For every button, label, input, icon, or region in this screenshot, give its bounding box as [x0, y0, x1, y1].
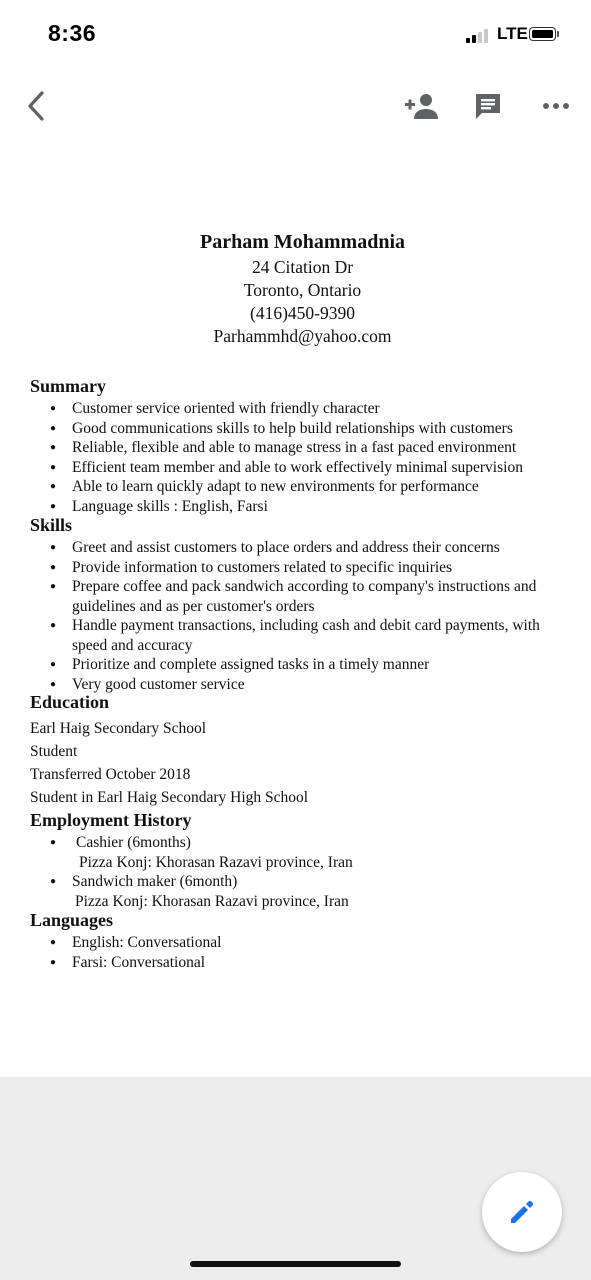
education-heading: Education	[30, 692, 110, 712]
job-role: ● Cashier (6months)	[0, 833, 591, 853]
languages-list	[0, 933, 591, 972]
comment-icon	[473, 91, 503, 121]
languages-heading: Languages	[30, 910, 114, 930]
education-transfer: Transferred October 2018	[30, 766, 191, 783]
education-status: Student	[30, 743, 78, 760]
person-add-icon	[402, 92, 438, 120]
network-type-label: LTE	[497, 24, 528, 43]
list-item: ● Prioritize and complete assigned tasks in a timely manner	[0, 655, 591, 675]
top-toolbar	[0, 80, 591, 132]
list-item: ● Very good customer service	[0, 675, 591, 695]
resume-document	[0, 228, 591, 971]
job-place: Pizza Konj: Khorasan Razavi province, Iran	[75, 892, 349, 910]
edit-pencil-icon	[507, 1197, 537, 1227]
chevron-left-icon	[25, 90, 47, 122]
address-line-1: 24 Citation Dr	[251, 257, 354, 277]
home-indicator	[190, 1261, 401, 1267]
list-item: ● Customer service oriented with friendly character	[0, 399, 591, 419]
education-detail: Student in Earl Haig Secondary High School	[30, 789, 309, 806]
skills-list	[0, 538, 591, 694]
email-address: Parhammhd@yahoo.com	[213, 326, 392, 346]
address-line-2: Toronto, Ontario	[243, 280, 362, 300]
more-horizontal-icon	[542, 102, 570, 110]
edit-fab-button[interactable]	[482, 1172, 562, 1252]
list-item: ● Able to learn quickly adapt to new environments for performance	[0, 477, 591, 497]
battery-icon	[529, 27, 556, 41]
comment-button[interactable]	[470, 88, 506, 124]
share-add-person-button[interactable]	[400, 88, 440, 124]
list-item: ● Greet and assist customers to place orders and address their concerns	[0, 538, 591, 558]
list-item: ● Prepare coffee and pack sandwich according to company's instructions and guidelines and as per customer's orders	[0, 577, 591, 616]
battery-nub	[557, 31, 559, 37]
job-place: Pizza Konj: Khorasan Razavi province, Iran	[79, 853, 353, 871]
skills-heading: Skills	[30, 515, 73, 535]
list-item: ● Good communications skills to help build relationships with customers	[0, 419, 591, 439]
education-school: Earl Haig Secondary School	[30, 720, 207, 737]
summary-list	[0, 399, 591, 516]
list-item: ● English: Conversational	[0, 933, 591, 953]
list-item: ● Provide information to customers related to specific inquiries	[0, 558, 591, 578]
list-item: ● Farsi: Conversational	[0, 953, 591, 973]
employment-list	[0, 833, 591, 911]
status-time: 8:36	[48, 20, 97, 46]
status-bar	[0, 0, 591, 70]
list-item: ● Reliable, flexible and able to manage stress in a fast paced environment	[0, 438, 591, 458]
summary-heading: Summary	[30, 376, 106, 396]
candidate-name: Parham Mohammadnia	[200, 231, 405, 253]
list-item: ● Efficient team member and able to work effectively minimal supervision	[0, 458, 591, 478]
phone-number: (416)450-9390	[250, 303, 355, 323]
employment-heading: Employment History	[30, 810, 192, 830]
back-button[interactable]	[20, 86, 52, 126]
more-options-button[interactable]	[538, 90, 574, 122]
list-item: ● Handle payment transactions, including cash and debit card payments, with speed and accuracy	[0, 616, 591, 655]
list-item: ● Language skills : English, Farsi	[0, 497, 591, 517]
resume-header	[0, 228, 591, 348]
signal-strength-icon	[466, 27, 494, 43]
job-role: ● Sandwich maker (6month)	[0, 872, 591, 892]
